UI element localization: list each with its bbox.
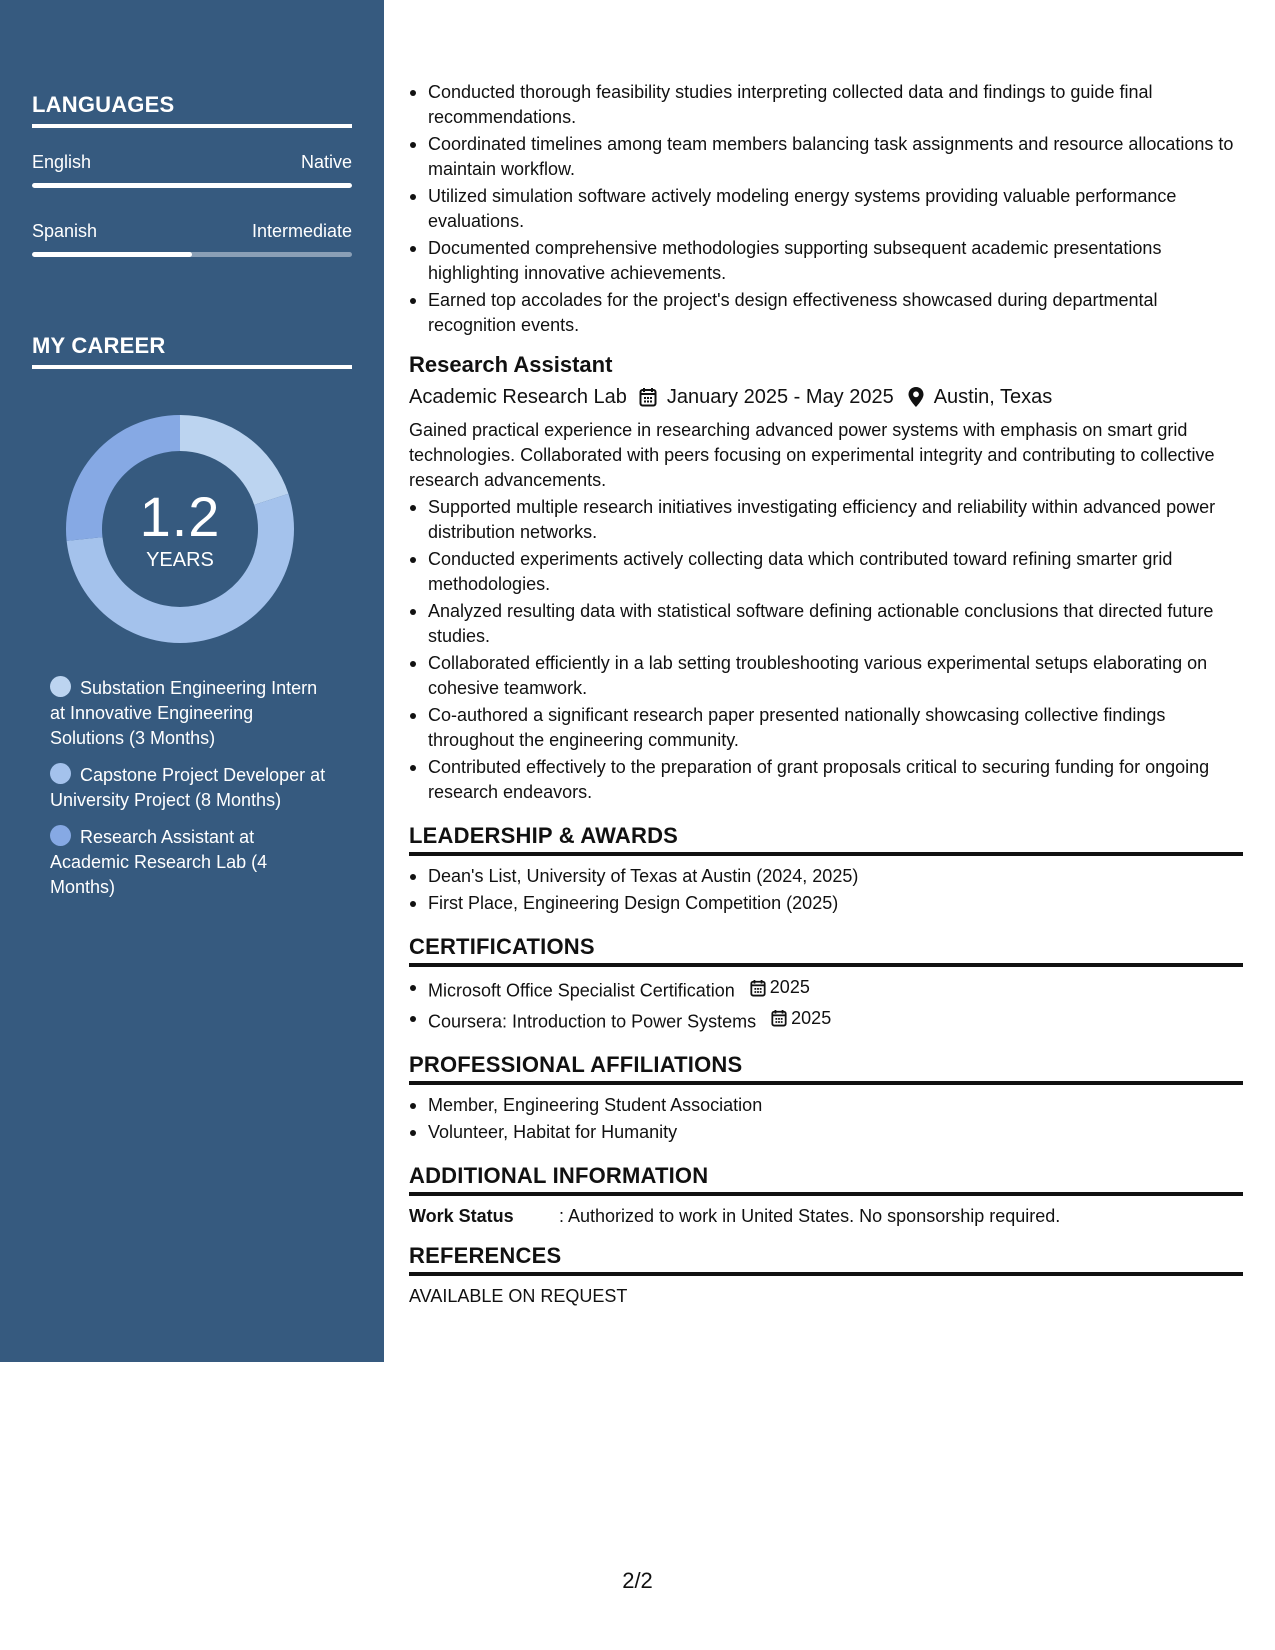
job-company: Academic Research Lab [409, 386, 627, 408]
legend-dot-icon [50, 763, 71, 784]
calendar-icon [750, 979, 766, 997]
affiliations-heading: PROFESSIONAL AFFILIATIONS [409, 1052, 1243, 1085]
work-status-label: Work Status [409, 1206, 514, 1226]
leadership-list [409, 864, 1243, 916]
language-level: Native [300, 152, 352, 172]
leadership-heading: LEADERSHIP & AWARDS [409, 823, 1243, 856]
job-dates: January 2025 - May 2025 [666, 386, 894, 408]
sidebar [0, 0, 384, 1362]
language-proficiency-fill [32, 183, 352, 188]
career-heading: MY CAREER [32, 333, 352, 369]
career-legend-item [50, 825, 330, 900]
language-row-spanish [32, 221, 352, 242]
career-legend-label: Substation Engineering Intern at Innovative Engineering Solutions (3 Months) [50, 678, 318, 748]
list-item: Conducted thorough feasibility studies interpreting collected data and findings to guide final recommendations. [409, 80, 1243, 130]
language-level: Intermediate [251, 221, 352, 241]
location-pin-icon [908, 387, 924, 407]
list-item [409, 975, 1243, 1004]
career-legend-label: Research Assistant at Academic Research Lab (4 Months) [50, 827, 268, 897]
job-meta [409, 382, 1243, 412]
career-legend [50, 676, 330, 912]
career-donut-chart [66, 415, 294, 643]
legend-dot-icon [50, 825, 71, 846]
list-item: Documented comprehensive methodologies supporting subsequent academic presentations highlighting innovative achievements. [409, 236, 1243, 286]
main-content [409, 80, 1243, 1309]
career-legend-item [50, 676, 330, 751]
list-item: Conducted experiments actively collecting data which contributed toward refining smarter grid methodologies. [409, 547, 1243, 597]
certification-name: Coursera: Introduction to Power Systems [428, 1011, 757, 1031]
list-item: Supported multiple research initiatives investigating efficiency and reliability within advanced power distribution networks. [409, 495, 1243, 545]
list-item: Contributed effectively to the preparation of grant proposals critical to securing funding for ongoing research endeavors. [409, 755, 1243, 805]
list-item: Collaborated efficiently in a lab setting troubleshooting various experimental setups elaborating on cohesive teamwork. [409, 651, 1243, 701]
language-proficiency-fill [32, 252, 192, 257]
list-item: Member, Engineering Student Association [409, 1093, 1243, 1118]
list-item: Utilized simulation software actively modeling energy systems providing valuable performance evaluations. [409, 184, 1243, 234]
career-total-value: 1.2 [139, 484, 221, 548]
job-location: Austin, Texas [933, 386, 1053, 408]
calendar-icon [771, 1009, 787, 1027]
certification-name: Microsoft Office Specialist Certification [428, 980, 735, 1001]
list-item: Analyzed resulting data with statistical software defining actionable conclusions that directed future studies. [409, 599, 1243, 649]
references-text: AVAILABLE ON REQUEST [409, 1286, 628, 1306]
language-proficiency-bar [32, 252, 352, 257]
references-heading: REFERENCES [409, 1243, 1243, 1276]
career-total-unit: YEARS [146, 548, 214, 571]
previous-job-bullets [409, 80, 1243, 338]
certification-date [771, 1006, 831, 1031]
work-status-row [409, 1204, 1243, 1229]
list-item: First Place, Engineering Design Competition (2025) [409, 891, 1243, 916]
language-row-english [32, 152, 352, 173]
affiliations-list [409, 1093, 1243, 1145]
language-name: Spanish [32, 221, 98, 241]
legend-dot-icon [50, 676, 71, 697]
list-item: Volunteer, Habitat for Humanity [409, 1120, 1243, 1145]
certification-year: 2025 [791, 1007, 832, 1028]
certification-date [750, 975, 810, 1000]
certifications-list [409, 975, 1243, 1034]
career-legend-label: Capstone Project Developer at University Project (8 Months) [50, 765, 326, 810]
work-status-value: : Authorized to work in United States. No sponsorship required. [559, 1206, 1061, 1226]
list-item: Co-authored a significant research paper presented nationally showcasing collective findings throughout the engineering community. [409, 703, 1243, 753]
page-number: 2/2 [622, 1568, 653, 1593]
languages-heading: LANGUAGES [32, 92, 352, 128]
job-title: Research Assistant [409, 352, 613, 377]
list-item: Earned top accolades for the project's design effectiveness showcased during departmental recognition events. [409, 288, 1243, 338]
additional-info-heading: ADDITIONAL INFORMATION [409, 1163, 1243, 1196]
job-bullets [409, 495, 1243, 805]
job-description: Gained practical experience in researching advanced power systems with emphasis on smart grid technologies. Collaborated with peers focusing on experimental integrity and contributing to collective research advancements. [409, 420, 1215, 490]
list-item [409, 1006, 1243, 1035]
list-item: Dean's List, University of Texas at Austin (2024, 2025) [409, 864, 1243, 889]
language-name: English [32, 152, 92, 172]
career-total [66, 415, 294, 643]
career-legend-item [50, 763, 330, 813]
calendar-icon [639, 387, 657, 407]
list-item: Coordinated timelines among team members balancing task assignments and resource allocations to maintain workflow. [409, 132, 1243, 182]
certification-year: 2025 [769, 977, 810, 997]
language-proficiency-bar [32, 183, 352, 188]
certifications-heading: CERTIFICATIONS [409, 934, 1243, 967]
